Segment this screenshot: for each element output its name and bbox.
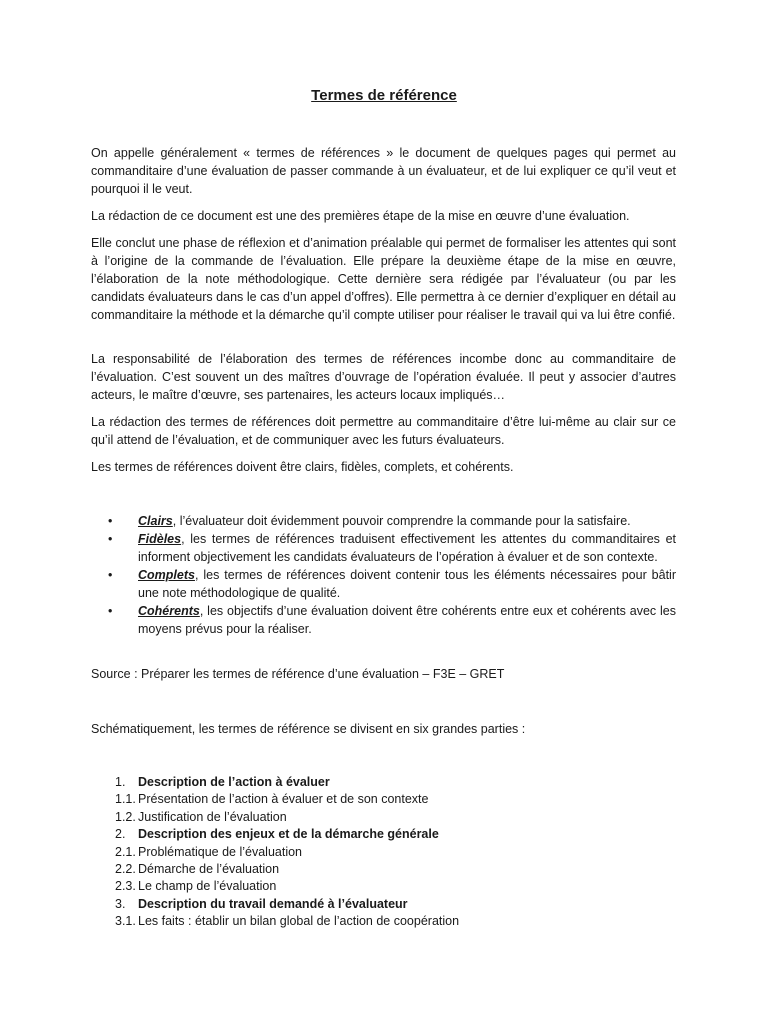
quality-term: Cohérents xyxy=(138,604,200,618)
quality-text: , les objectifs d’une évaluation doivent être cohérents entre eux et cohérents avec les moyens prévus pour la réaliser. xyxy=(138,604,676,636)
outline-item xyxy=(115,774,675,791)
outline-number: 1.1. xyxy=(115,792,136,807)
outline-item xyxy=(115,791,675,808)
quality-term: Clairs xyxy=(138,514,173,528)
list-item xyxy=(108,512,676,530)
outline-number: 2.3. xyxy=(115,879,136,894)
outline-text: Démarche de l’évaluation xyxy=(138,862,280,877)
outline-number: 3. xyxy=(115,896,126,911)
outline-item xyxy=(115,809,675,826)
list-item xyxy=(108,530,676,566)
outline-text: Le champ de l’évaluation xyxy=(138,879,277,894)
quality-text: , les termes de références doivent contenir tous les éléments nécessaires pour bâtir une note méthodologique de qualité. xyxy=(138,568,676,600)
outline-number: 2.2. xyxy=(115,862,136,877)
quality-term: Fidèles xyxy=(138,532,182,546)
outline-text: Description des enjeux et de la démarche générale xyxy=(138,827,439,842)
outline-number: 2. xyxy=(115,827,126,842)
outline-item xyxy=(115,826,675,843)
paragraph-objectif: La rédaction des termes de références doit permettre au commanditaire d’être lui-même au clair sur ce qu’il attend de l’évaluation, et de communiquer avec les futurs évaluateurs. xyxy=(91,415,676,447)
quality-term: Complets xyxy=(138,568,195,582)
outline-item xyxy=(115,878,675,895)
outline-number: 1.2. xyxy=(115,809,136,824)
outline-item xyxy=(115,844,675,861)
bullet-icon: • xyxy=(108,514,113,528)
paragraph-intro: On appelle généralement « termes de références » le document de quelques pages qui permet au commanditaire d’une évaluation de passer commande à un évaluateur, et de lui expliquer ce qu’il veut et pourquoi il le veut. xyxy=(91,146,676,196)
outline-text: Description de l’action à évaluer xyxy=(138,775,330,789)
paragraph-qualites: Les termes de références doivent être clairs, fidèles, complets, et cohérents. xyxy=(91,460,514,474)
outline-text: Justification de l’évaluation xyxy=(138,809,287,824)
paragraph-responsabilite: La responsabilité de l’élaboration des termes de références incombe donc au commanditaire de l’évaluation. C’est souvent un des maîtres d’ouvrage de l’opération évaluée. Il peut y associer d’autres acteurs, le maître d’œuvre, ses partenaires, les acteurs locaux impliqués… xyxy=(91,352,676,402)
outline-number: 2.1. xyxy=(115,844,136,859)
list-item xyxy=(108,602,676,638)
outline-text: Problématique de l’évaluation xyxy=(138,844,302,859)
outline-text: Les faits : établir un bilan global de l’action de coopération xyxy=(138,914,460,929)
page-title: Termes de référence xyxy=(311,87,457,104)
outline-item xyxy=(115,913,675,930)
paragraph-redaction: La rédaction de ce document est une des premières étape de la mise en œuvre d’une évaluation. xyxy=(91,209,630,223)
outline-text: Description du travail demandé à l’évaluateur xyxy=(138,896,408,911)
list-item xyxy=(108,566,676,602)
outline-item xyxy=(115,861,675,878)
bullet-icon: • xyxy=(108,532,113,546)
paragraph-schema-intro: Schématiquement, les termes de référence se divisent en six grandes parties : xyxy=(91,722,526,736)
paragraph-conclusion: Elle conclut une phase de réflexion et d’animation préalable qui permet de formaliser les attentes qui sont à l’origine de la commande de l’évaluation. Elle prépare la deuxième étape de la mise en œuvre, l’élaboration de la note méthodologique. Cette dernière sera rédigée par l’évaluateur (ou par les candidats évaluateurs dans le cas d’un appel d’offres). Elle permettra à ce dernier d’expliquer en détail au commanditaire la méthode et la démarche qu’il compte utiliser pour réaliser le travail qui va lui être confié. xyxy=(91,236,676,322)
quality-text: , l’évaluateur doit évidemment pouvoir comprendre la commande pour la satisfaire. xyxy=(172,514,631,528)
outline-item xyxy=(115,896,675,913)
qualities-list xyxy=(108,512,676,638)
outline-number: 3.1. xyxy=(115,914,136,929)
source-line: Source : Préparer les termes de référence d’une évaluation – F3E – GRET xyxy=(91,667,505,681)
bullet-icon: • xyxy=(108,604,113,618)
outline-list xyxy=(115,774,675,931)
quality-text: , les termes de références traduisent effectivement les attentes du commanditaires et informent objectivement les candidats évaluateurs de l’opération à évaluer et de son contexte. xyxy=(138,532,676,564)
outline-number: 1. xyxy=(115,775,126,789)
bullet-icon: • xyxy=(108,568,113,582)
outline-text: Présentation de l’action à évaluer et de son contexte xyxy=(138,792,429,807)
